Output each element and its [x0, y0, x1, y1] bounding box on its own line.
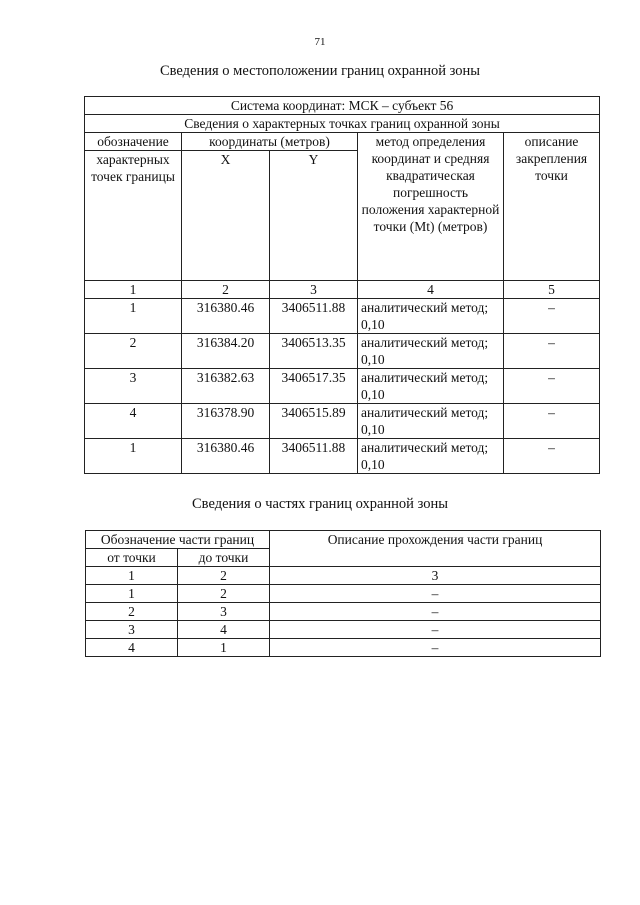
col-coordinates: координаты (метров) — [182, 133, 358, 151]
column-header-row-1 — [85, 133, 600, 151]
col-number: 4 — [358, 281, 504, 299]
col-number: 2 — [182, 281, 270, 299]
point-id: 4 — [85, 404, 182, 439]
from-point: 1 — [86, 585, 178, 603]
table-row — [85, 334, 600, 369]
table-row — [86, 639, 601, 657]
method: аналитический метод; 0,10 — [358, 334, 504, 369]
col-point-designation-top: обозначение — [85, 133, 182, 151]
col-point-designation-rest: характерных точек границы — [85, 151, 182, 281]
method: аналитический метод; 0,10 — [358, 299, 504, 334]
col-method: метод определения координат и средняя квадратическая погрешность положения характерной точки (Mt) (метров) — [358, 133, 504, 281]
column-number-row — [85, 281, 600, 299]
parts-table — [85, 530, 601, 657]
points-info-header: Сведения о характерных точках границ охранной зоны — [85, 115, 600, 133]
point-id: 1 — [85, 299, 182, 334]
fixing-description: – — [504, 439, 600, 474]
from-point: 2 — [86, 603, 178, 621]
to-point: 4 — [178, 621, 270, 639]
coord-y: 3406511.88 — [270, 439, 358, 474]
points-table — [84, 96, 600, 474]
to-point: 3 — [178, 603, 270, 621]
col-part-description: Описание прохождения части границ — [270, 531, 601, 567]
table-row — [85, 439, 600, 474]
coord-x: 316382.63 — [182, 369, 270, 404]
fixing-description: – — [504, 299, 600, 334]
coordinate-system-header: Система координат: МСК – субъект 56 — [85, 97, 600, 115]
to-point: 2 — [178, 585, 270, 603]
part-description: – — [270, 585, 601, 603]
points-header-row — [85, 115, 600, 133]
col-number: 1 — [85, 281, 182, 299]
col-to-point: до точки — [178, 549, 270, 567]
coord-x: 316380.46 — [182, 439, 270, 474]
coord-y: 3406517.35 — [270, 369, 358, 404]
part-description: – — [270, 621, 601, 639]
coord-y: 3406511.88 — [270, 299, 358, 334]
col-number: 2 — [178, 567, 270, 585]
col-y: Y — [270, 151, 358, 281]
table-row — [85, 299, 600, 334]
point-id: 2 — [85, 334, 182, 369]
to-point: 1 — [178, 639, 270, 657]
part-description: – — [270, 639, 601, 657]
coord-x: 316384.20 — [182, 334, 270, 369]
fixing-description: – — [504, 334, 600, 369]
fixing-description: – — [504, 369, 600, 404]
part-description: – — [270, 603, 601, 621]
col-number: 1 — [86, 567, 178, 585]
col-number: 5 — [504, 281, 600, 299]
method: аналитический метод; 0,10 — [358, 404, 504, 439]
from-point: 3 — [86, 621, 178, 639]
table-row — [86, 603, 601, 621]
col-number: 3 — [270, 567, 601, 585]
col-fixing-description: описание закрепления точки — [504, 133, 600, 281]
table-row — [86, 621, 601, 639]
col-part-designation: Обозначение части границ — [86, 531, 270, 549]
col-number: 3 — [270, 281, 358, 299]
fixing-description: – — [504, 404, 600, 439]
col-from-point: от точки — [86, 549, 178, 567]
from-point: 4 — [86, 639, 178, 657]
coord-x: 316380.46 — [182, 299, 270, 334]
coord-y: 3406513.35 — [270, 334, 358, 369]
table-row — [85, 404, 600, 439]
parts-number-row — [86, 567, 601, 585]
parts-header-row-1 — [86, 531, 601, 549]
system-header-row — [85, 97, 600, 115]
points-section-title: Сведения о местоположении границ охранной зоны — [159, 63, 480, 79]
method: аналитический метод; 0,10 — [358, 439, 504, 474]
coord-y: 3406515.89 — [270, 404, 358, 439]
page-number: 71 — [314, 36, 326, 48]
col-x: X — [182, 151, 270, 281]
coord-x: 316378.90 — [182, 404, 270, 439]
method: аналитический метод; 0,10 — [358, 369, 504, 404]
parts-section-title: Сведения о частях границ охранной зоны — [192, 496, 448, 512]
table-row — [86, 585, 601, 603]
point-id: 3 — [85, 369, 182, 404]
point-id: 1 — [85, 439, 182, 474]
table-row — [85, 369, 600, 404]
